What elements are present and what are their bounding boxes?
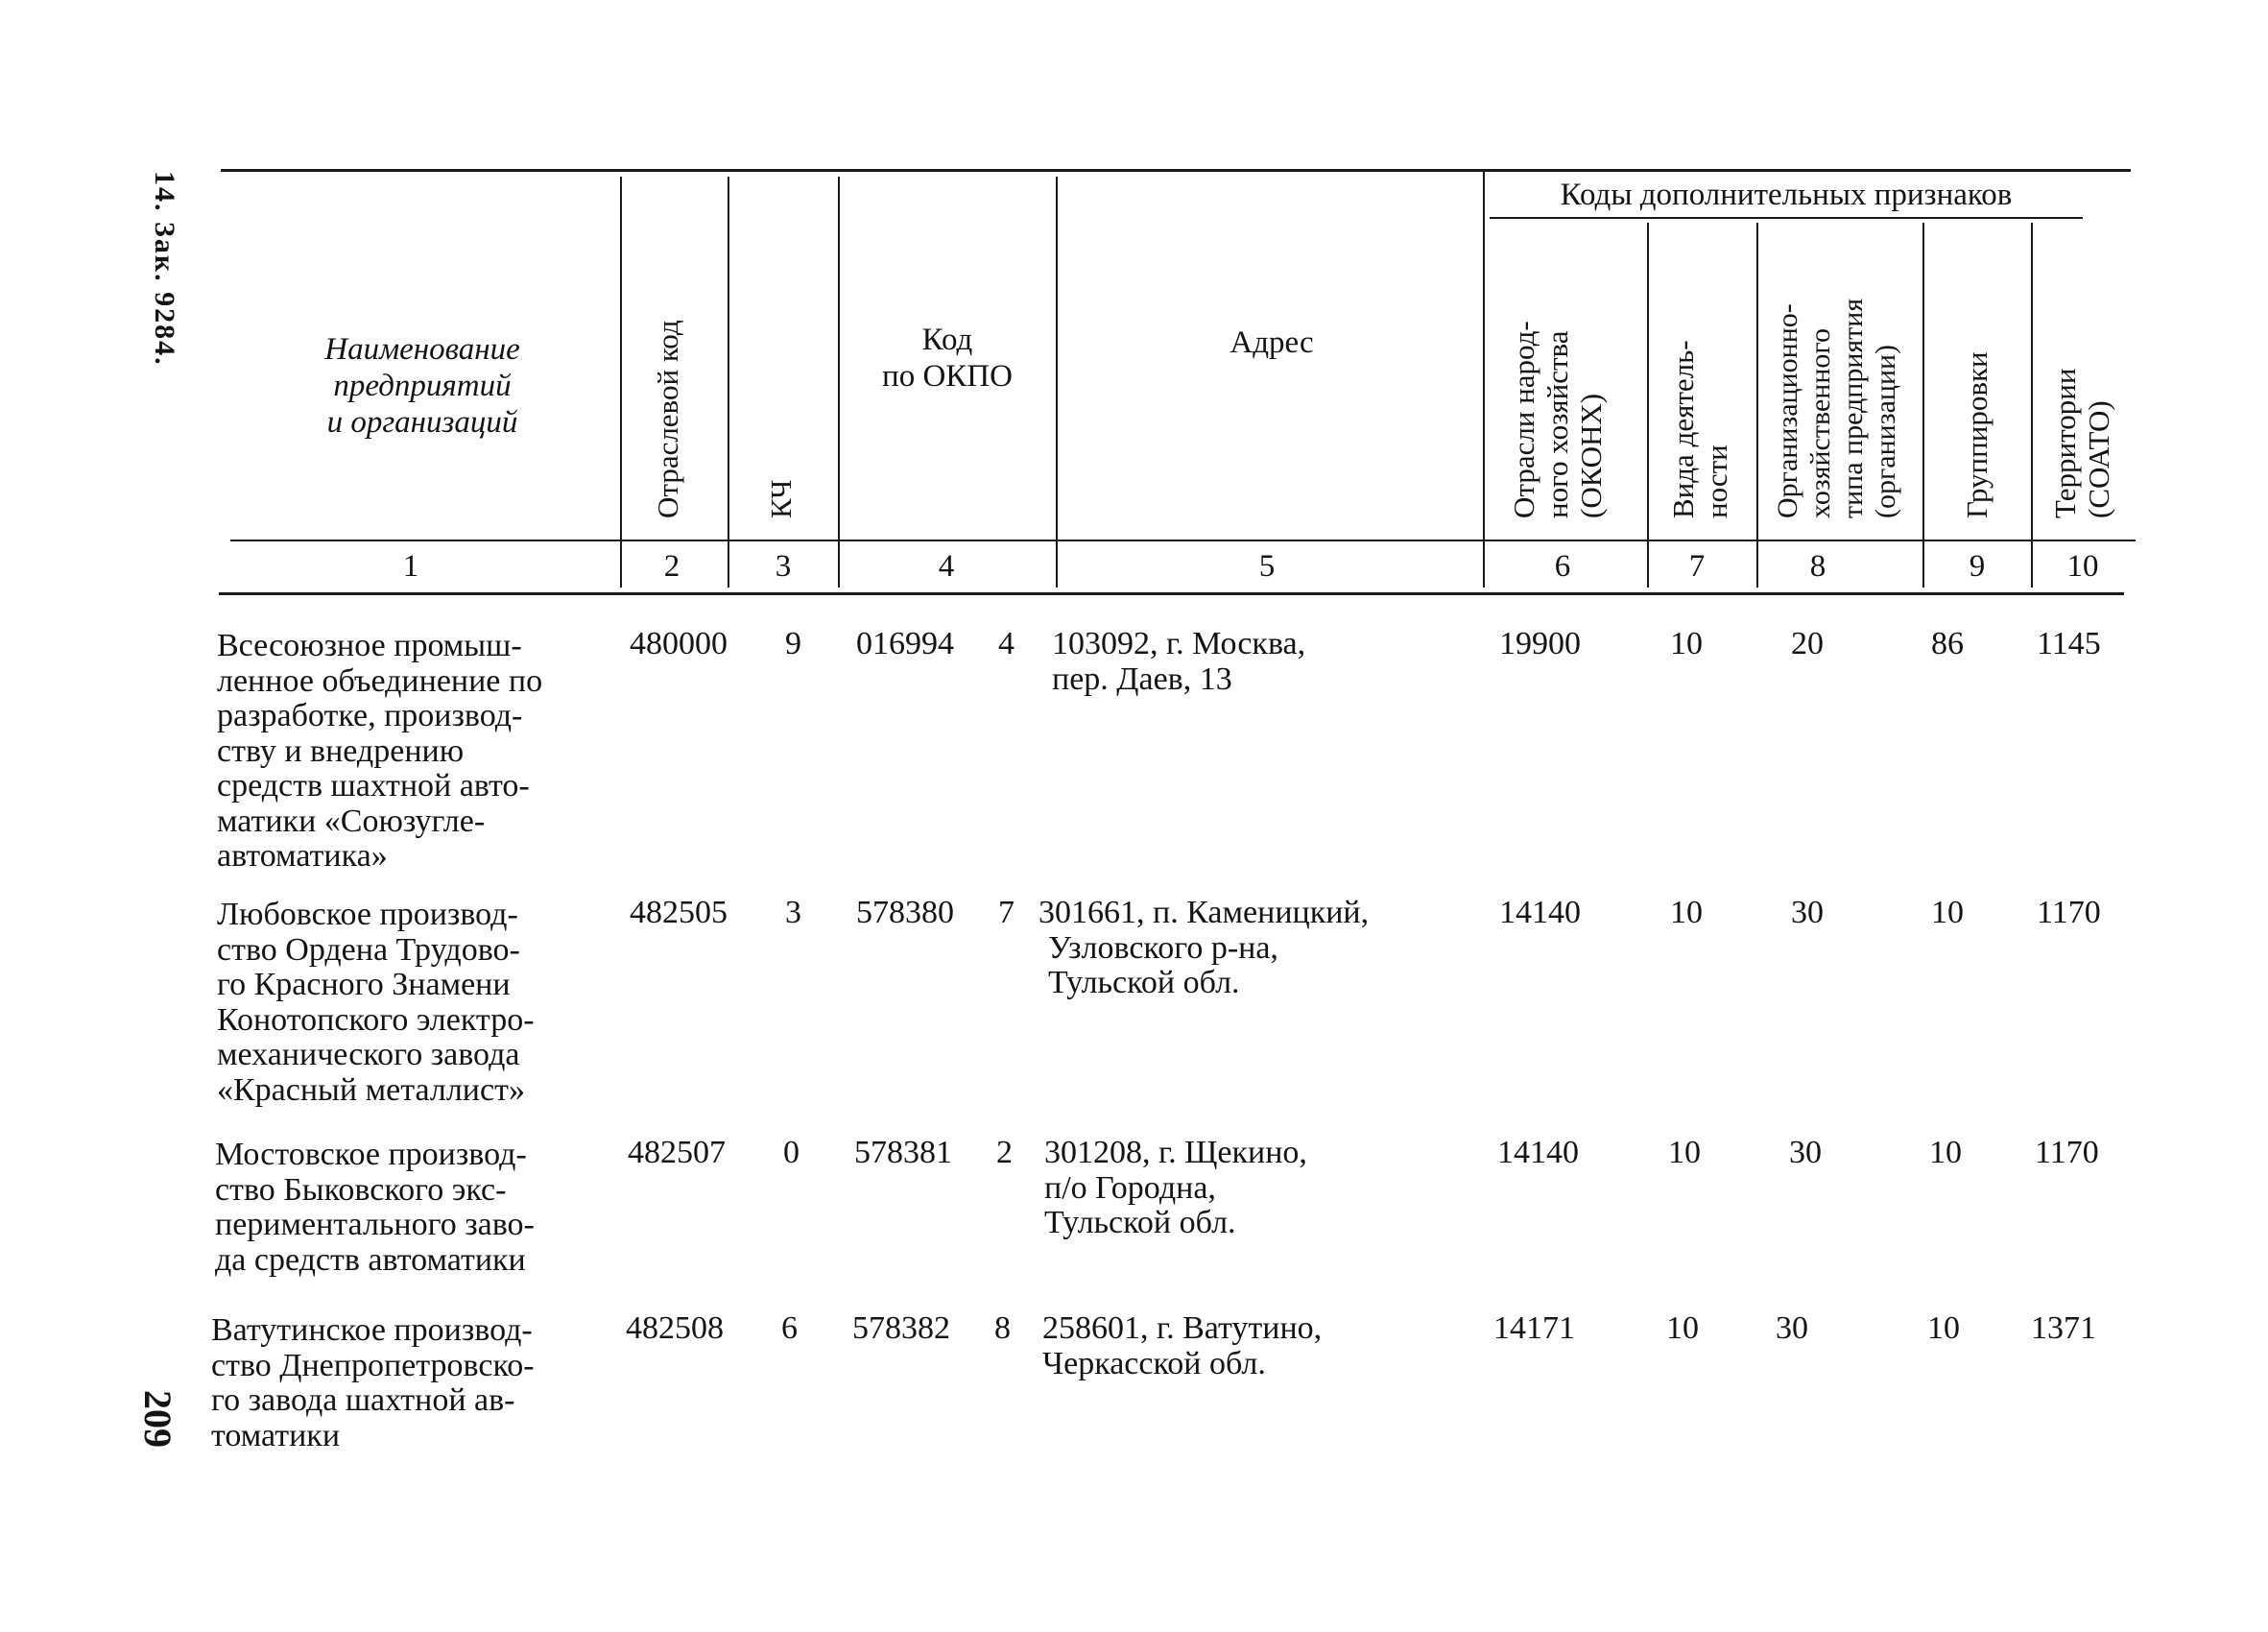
row-3-okpo: 578381 (854, 1135, 952, 1170)
row-1-address: 103092, г. Москва, пер. Даев, 13 (1052, 626, 1306, 697)
row-3-groups: 10 (1929, 1135, 1962, 1170)
row-2-activity: 10 (1670, 895, 1703, 930)
colnum-3: 3 (775, 549, 792, 584)
row-3-kch: 0 (783, 1135, 800, 1170)
col-sep-6 (1647, 223, 1649, 588)
colnum-6: 6 (1554, 549, 1571, 584)
row-2-kch: 3 (785, 895, 801, 930)
row-2-okpo-check: 7 (998, 895, 1015, 930)
col-sep-3 (838, 177, 840, 588)
row-3-territory: 1170 (2035, 1135, 2099, 1170)
row-3-address: 301208, г. Щекино, п/о Городна, Тульской обл. (1044, 1135, 1307, 1240)
row-4-address: 258601, г. Ватутино, Черкасской обл. (1042, 1310, 1323, 1381)
col-sep-9 (2031, 223, 2033, 588)
colnum-2: 2 (663, 549, 680, 584)
row-2-groups: 10 (1931, 895, 1964, 930)
col-sep-1 (620, 177, 622, 588)
row-1-activity: 10 (1670, 626, 1703, 661)
row-1-territory: 1145 (2037, 626, 2101, 661)
header-bottom-rule (230, 540, 2136, 541)
row-4-kch: 6 (781, 1310, 798, 1346)
colnum-1: 1 (402, 549, 419, 584)
group-rule (1490, 217, 2083, 219)
row-3-activity: 10 (1668, 1135, 1701, 1170)
table-top-rule (221, 169, 2131, 172)
order-note: 14. Зак. 9284. (149, 171, 180, 367)
row-3-okonh: 14140 (1497, 1135, 1579, 1170)
colnum-bottom-rule (219, 592, 2124, 595)
row-2-branch-code: 482505 (630, 895, 728, 930)
header-activity: Вида деятель- ности (1666, 340, 1733, 518)
row-2-name: Любовское производ- ство Ордена Трудово- го Красного Знамени Конотопского электро- механического завода «Красный металлист» (217, 897, 535, 1108)
row-1-okpo-check: 4 (998, 626, 1015, 661)
header-okpo: Код по ОКПО (882, 323, 1013, 394)
row-2-territory: 1170 (2037, 895, 2101, 930)
row-4-okonh: 14171 (1493, 1310, 1575, 1346)
row-1-groups: 86 (1931, 626, 1964, 661)
row-1-okpo: 016994 (856, 626, 954, 661)
header-branch-code: Отраслевой код (651, 320, 684, 518)
row-1-okonh: 19900 (1499, 626, 1581, 661)
col-sep-5 (1483, 169, 1485, 588)
header-org-type: Организационно- хозяйственного типа предприятия (организации) (1772, 298, 1901, 518)
row-4-org-type: 30 (1776, 1310, 1808, 1346)
header-territory: Территории (СОАТО) (2048, 368, 2115, 518)
row-4-okpo-check: 8 (994, 1310, 1011, 1346)
col-sep-4 (1056, 177, 1058, 588)
row-4-groups: 10 (1927, 1310, 1960, 1346)
row-3-name: Мостовское производ- ство Быковского экс- периментального заво- да средств автоматики (215, 1137, 535, 1278)
row-4-name: Ватутинское производ- ство Днепропетровско- го завода шахтной ав- томатики (211, 1312, 535, 1453)
header-okonh: Отрасли народ- ного хозяйства (ОКОНХ) (1507, 321, 1608, 518)
row-4-activity: 10 (1666, 1310, 1699, 1346)
col-sep-2 (728, 177, 729, 588)
row-2-address: 301661, п. Каменицкий, Узловского р-на, Тульской обл. (1039, 895, 1370, 1000)
row-2-okonh: 14140 (1499, 895, 1581, 930)
row-4-territory: 1371 (2031, 1310, 2096, 1346)
row-1-org-type: 20 (1791, 626, 1824, 661)
header-address: Адрес (1229, 325, 1314, 360)
row-4-okpo: 578382 (852, 1310, 950, 1346)
header-name: Наименование предприятий и организаций (324, 332, 520, 440)
col-sep-7 (1756, 223, 1758, 588)
header-groups: Группировки (1960, 351, 1993, 518)
page-number: 209 (136, 1390, 179, 1448)
col-sep-8 (1922, 223, 1924, 588)
row-2-org-type: 30 (1791, 895, 1824, 930)
row-3-org-type: 30 (1789, 1135, 1822, 1170)
colnum-7: 7 (1688, 549, 1706, 584)
header-kch: КЧ (764, 479, 798, 518)
row-1-kch: 9 (785, 626, 801, 661)
row-1-branch-code: 480000 (630, 626, 728, 661)
colnum-10: 10 (2066, 549, 2099, 584)
colnum-4: 4 (938, 549, 955, 584)
row-4-branch-code: 482508 (626, 1310, 724, 1346)
row-3-okpo-check: 2 (996, 1135, 1013, 1170)
colnum-5: 5 (1258, 549, 1276, 584)
row-2-okpo: 578380 (856, 895, 954, 930)
header-additional-group: Коды дополнительных признаков (1560, 178, 2013, 212)
colnum-8: 8 (1809, 549, 1826, 584)
row-1-name: Всесоюзное промыш- ленное объединение по разработке, производ- ству и внедрению средств шахтной авто- матики «Союзугле- автоматика» (217, 628, 543, 874)
colnum-9: 9 (1969, 549, 1986, 584)
row-3-branch-code: 482507 (628, 1135, 726, 1170)
